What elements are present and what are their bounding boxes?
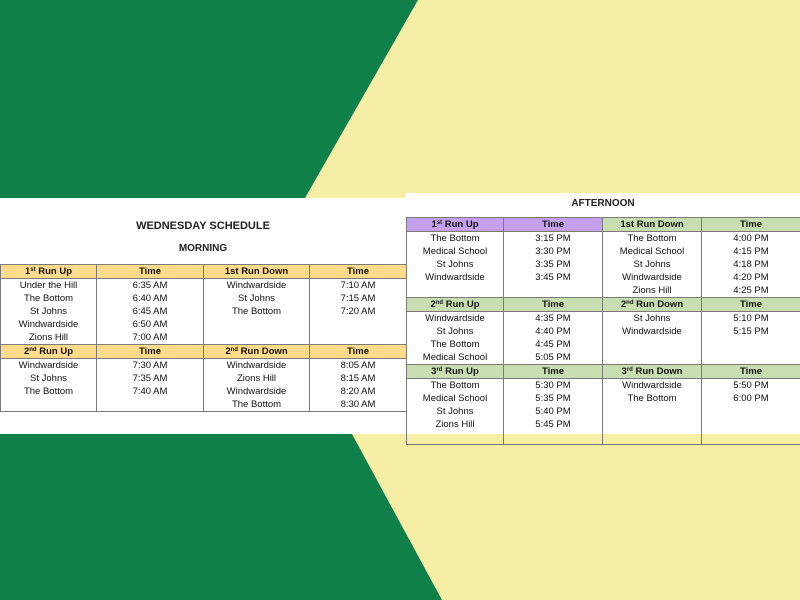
- morning-schedule-table: [0, 264, 407, 412]
- time-cell: [504, 431, 603, 444]
- stop-cell: [204, 331, 310, 345]
- stop-cell: St Johns: [1, 372, 97, 385]
- stop-cell: St Johns: [603, 312, 702, 326]
- stop-cell: Windwardside: [603, 271, 702, 284]
- stop-cell: Medical School: [407, 351, 504, 365]
- stop-cell: Windwardside: [1, 359, 97, 373]
- stop-cell: Medical School: [407, 245, 504, 258]
- stop-cell: Medical School: [603, 245, 702, 258]
- stop-cell: The Bottom: [603, 392, 702, 405]
- afternoon-heading: AFTERNOON: [571, 198, 635, 209]
- time-cell: 3:45 PM: [504, 271, 603, 284]
- stop-cell: Windwardside: [204, 385, 310, 398]
- time-cell: [702, 338, 800, 351]
- time-header: Time: [702, 298, 800, 312]
- stop-cell: Windwardside: [1, 318, 97, 331]
- stop-cell: The Bottom: [1, 292, 97, 305]
- time-cell: 4:18 PM: [702, 258, 800, 271]
- time-cell: 5:15 PM: [702, 325, 800, 338]
- time-cell: 3:15 PM: [504, 232, 603, 246]
- schedule-row: [1, 318, 407, 331]
- time-header: Time: [97, 345, 204, 359]
- time-cell: 7:10 AM: [310, 279, 407, 293]
- stop-cell: Zions Hill: [1, 331, 97, 345]
- schedule-row: [407, 258, 800, 271]
- stop-cell: The Bottom: [204, 305, 310, 318]
- schedule-row: [407, 245, 800, 258]
- time-cell: 6:40 AM: [97, 292, 204, 305]
- stop-cell: Under the Hill: [1, 279, 97, 293]
- afternoon-header-row-2: [407, 298, 800, 312]
- afternoon-run-down-2-header: 2nd Run Down: [603, 298, 702, 312]
- schedule-row: [407, 351, 800, 365]
- morning-run-up-2-header: 2nd Run Up: [1, 345, 97, 359]
- stop-cell: St Johns: [407, 405, 504, 418]
- time-cell: 7:00 AM: [97, 331, 204, 345]
- time-cell: [702, 405, 800, 418]
- time-cell: [310, 331, 407, 345]
- time-header: Time: [504, 298, 603, 312]
- afternoon-schedule-panel: [406, 193, 800, 434]
- stop-cell: Windwardside: [603, 379, 702, 393]
- afternoon-run-up-3-header: 3rd Run Up: [407, 365, 504, 379]
- afternoon-header-row-1: [407, 218, 800, 232]
- schedule-row: [1, 398, 407, 412]
- schedule-title: WEDNESDAY SCHEDULE: [136, 220, 270, 232]
- afternoon-header-row-3: [407, 365, 800, 379]
- time-cell: 4:40 PM: [504, 325, 603, 338]
- time-cell: 5:05 PM: [504, 351, 603, 365]
- schedule-row: [407, 431, 800, 444]
- time-cell: 5:10 PM: [702, 312, 800, 326]
- time-cell: 6:45 AM: [97, 305, 204, 318]
- time-cell: 8:20 AM: [310, 385, 407, 398]
- time-cell: 7:40 AM: [97, 385, 204, 398]
- stop-cell: [603, 351, 702, 365]
- time-cell: 4:45 PM: [504, 338, 603, 351]
- stop-cell: Medical School: [407, 392, 504, 405]
- time-header: Time: [310, 345, 407, 359]
- stop-cell: St Johns: [204, 292, 310, 305]
- stop-cell: Zions Hill: [204, 372, 310, 385]
- stop-cell: The Bottom: [407, 338, 504, 351]
- stop-cell: St Johns: [407, 325, 504, 338]
- morning-run-down-1-header: 1st Run Down: [204, 265, 310, 279]
- time-cell: 3:30 PM: [504, 245, 603, 258]
- stop-cell: [407, 431, 504, 444]
- time-cell: [702, 351, 800, 365]
- time-cell: [702, 418, 800, 431]
- stop-cell: [1, 398, 97, 412]
- time-cell: 3:35 PM: [504, 258, 603, 271]
- time-cell: 8:05 AM: [310, 359, 407, 373]
- time-cell: 4:35 PM: [504, 312, 603, 326]
- stop-cell: Windwardside: [204, 279, 310, 293]
- schedule-row: [407, 338, 800, 351]
- morning-header-row-2: [1, 345, 407, 359]
- time-cell: 4:15 PM: [702, 245, 800, 258]
- time-header: Time: [702, 218, 800, 232]
- time-cell: 4:20 PM: [702, 271, 800, 284]
- time-cell: 8:15 AM: [310, 372, 407, 385]
- afternoon-run-down-3-header: 3rd Run Down: [603, 365, 702, 379]
- time-cell: 6:35 AM: [97, 279, 204, 293]
- schedule-row: [1, 305, 407, 318]
- stop-cell: The Bottom: [603, 232, 702, 246]
- schedule-row: [407, 405, 800, 418]
- schedule-row: [407, 418, 800, 431]
- time-cell: 7:30 AM: [97, 359, 204, 373]
- morning-block-2: [1, 359, 407, 412]
- morning-run-down-2-header: 2nd Run Down: [204, 345, 310, 359]
- stop-cell: The Bottom: [407, 379, 504, 393]
- time-header: Time: [504, 365, 603, 379]
- afternoon-run-down-1-header: 1st Run Down: [603, 218, 702, 232]
- time-header: Time: [97, 265, 204, 279]
- time-cell: 5:30 PM: [504, 379, 603, 393]
- schedule-row: [1, 372, 407, 385]
- schedule-row: [1, 331, 407, 345]
- schedule-row: [407, 392, 800, 405]
- time-header: Time: [504, 218, 603, 232]
- schedule-row: [407, 325, 800, 338]
- schedule-row: [1, 359, 407, 373]
- time-cell: [97, 398, 204, 412]
- schedule-row: [407, 379, 800, 393]
- time-cell: 7:20 AM: [310, 305, 407, 318]
- stop-cell: Windwardside: [204, 359, 310, 373]
- time-cell: 5:50 PM: [702, 379, 800, 393]
- afternoon-block-1: [407, 232, 800, 298]
- stop-cell: St Johns: [1, 305, 97, 318]
- morning-heading: MORNING: [178, 243, 228, 254]
- stop-cell: St Johns: [407, 258, 504, 271]
- time-cell: 5:35 PM: [504, 392, 603, 405]
- time-cell: 5:45 PM: [504, 418, 603, 431]
- schedule-row: [1, 385, 407, 398]
- stop-cell: [407, 284, 504, 298]
- time-cell: 7:15 AM: [310, 292, 407, 305]
- time-cell: 7:35 AM: [97, 372, 204, 385]
- time-cell: [310, 318, 407, 331]
- morning-block-1: [1, 279, 407, 345]
- time-cell: 6:50 AM: [97, 318, 204, 331]
- afternoon-block-2: [407, 312, 800, 365]
- stop-cell: The Bottom: [407, 232, 504, 246]
- stop-cell: Zions Hill: [603, 284, 702, 298]
- stop-cell: Windwardside: [603, 325, 702, 338]
- stop-cell: [603, 418, 702, 431]
- time-cell: [702, 431, 800, 444]
- schedule-row: [1, 292, 407, 305]
- stop-cell: Windwardside: [407, 312, 504, 326]
- time-cell: 4:25 PM: [702, 284, 800, 298]
- schedule-row: [1, 279, 407, 293]
- time-cell: 6:00 PM: [702, 392, 800, 405]
- time-cell: 8:30 AM: [310, 398, 407, 412]
- schedule-row: [407, 232, 800, 246]
- morning-header-row-1: [1, 265, 407, 279]
- schedule-row: [407, 271, 800, 284]
- morning-schedule-panel: [0, 198, 406, 434]
- time-cell: 4:00 PM: [702, 232, 800, 246]
- afternoon-block-3: [407, 379, 800, 445]
- time-cell: 5:40 PM: [504, 405, 603, 418]
- time-cell: [504, 284, 603, 298]
- stop-cell: Windwardside: [407, 271, 504, 284]
- afternoon-run-up-1-header: 1st Run Up: [407, 218, 504, 232]
- stop-cell: [204, 318, 310, 331]
- time-header: Time: [702, 365, 800, 379]
- stop-cell: The Bottom: [204, 398, 310, 412]
- afternoon-schedule-table: [406, 217, 800, 445]
- schedule-row: [407, 284, 800, 298]
- stop-cell: St Johns: [603, 258, 702, 271]
- schedule-row: [407, 312, 800, 326]
- time-header: Time: [310, 265, 407, 279]
- morning-run-up-1-header: 1st Run Up: [1, 265, 97, 279]
- stop-cell: [603, 405, 702, 418]
- stop-cell: The Bottom: [1, 385, 97, 398]
- afternoon-run-up-2-header: 2nd Run Up: [407, 298, 504, 312]
- stop-cell: [603, 338, 702, 351]
- stop-cell: Zions Hill: [407, 418, 504, 431]
- stop-cell: [603, 431, 702, 444]
